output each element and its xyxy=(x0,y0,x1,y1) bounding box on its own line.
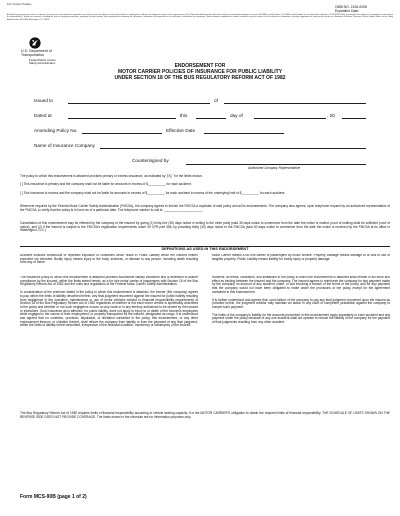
insurance-company-field[interactable] xyxy=(100,148,366,149)
amending-policy-label: Amending Policy No. xyxy=(34,128,78,133)
agency-department: U.S. Department of Transportation xyxy=(21,49,52,57)
body-right-paragraph-2: It is further understood and agreed that, upon failure of the company to pay any final judgment recovered upon the insured as provided herein, the judgment creditor may maintain an action in any court of competent jurisdiction against the company to compel such payment. xyxy=(212,297,390,309)
year-prefix: , 20 xyxy=(327,113,335,118)
day-field[interactable] xyxy=(196,118,226,119)
body-left-column xyxy=(20,276,198,328)
year-field[interactable] xyxy=(342,118,366,119)
body-right-paragraph-3: The limits of the company's liability for the amounts prescribed in this endorsement apply separately to each accident and any payment under the policy because of any one accident shall not operate to reduce the liability of the company for the payment of final judgments resulting from any other accident. xyxy=(212,312,390,325)
cancellation-text: Cancellation of this endorsement may be effected by the company or the insured by giving (1) thirty-five (35) days notice in writing to the other party (said 35 days notice to commence from the date the notice is mailed, proof of mailing shall be sufficient proof of notice), and (2) if the insured is subject to the FMCSA's registration requirements under 49 CFR part 365, by providing thirty (30) days notice to the FMCSA (said 30 days notice to commence from the date the notice is received by the FMCSA at its office in Washington, D.C.). xyxy=(20,221,390,233)
this-label: this xyxy=(180,113,188,118)
agency-block xyxy=(21,49,65,66)
effective-date-field[interactable] xyxy=(204,133,284,134)
of-label: of xyxy=(214,98,218,103)
amending-policy-field[interactable] xyxy=(82,133,162,134)
omb-number: OMB NO. 2126-0008 xyxy=(335,5,367,9)
excess-option[interactable]: [ ] This insurance is excess and the company shall not be liable for amounts in excess of $__________ for each accident in excess of the underlying limit of $__________ for each accident. xyxy=(20,191,286,195)
issued-to-label: Issued to xyxy=(34,98,54,103)
omb-block xyxy=(335,5,397,13)
dated-at-label: Dated at xyxy=(34,113,52,118)
definitions-right: Motor Carrier means a for-hire carrier of passengers by motor vehicle. Property Damage means damage to or loss of use of tangible property. Public Liability means liability for bodily injury or property damage. xyxy=(212,254,390,261)
dot-logo-icon xyxy=(29,36,41,48)
authorized-rep-label: Authorized Company Representative xyxy=(248,166,301,170)
form-id: Form MCS-90B (page 1 of 2) xyxy=(20,494,87,500)
heading-line-2: MOTOR CARRIER POLICIES OF INSURANCE FOR PUBLIC LIABILITY xyxy=(117,69,283,75)
month-field[interactable] xyxy=(254,118,326,119)
body-right-column xyxy=(212,276,390,325)
day-of-label: day of xyxy=(230,113,243,118)
insurance-company-label: Name of Insurance Company xyxy=(34,143,95,148)
endorsement-heading xyxy=(72,63,328,81)
filing-note: Whenever required by the Federal Motor Carrier Safety Administration (FMCSA), the company agrees to furnish the FMCSA a duplicate of said policy and all its endorsements. The company also agrees, upon telephone request by an authorized representative of the FMCSA, to verify that the policy is in force as of a particular date. The telephone number to call is: ______________________ xyxy=(20,204,390,212)
footer-note: The Bus Regulatory Reform Act of 1982 requires limits of financial responsibility according to vehicle seating capacity. It is the MOTOR CARRIER'S obligation to obtain the required limits of financial responsibility. THE SCHEDULE OF LIMITS SHOWN ON THE REVERSE SIDE DOES NOT PROVIDE COVERAGE. The limits shown in the schedule are for information purposes only. xyxy=(20,411,390,419)
form-number-heading: Form Number Heading xyxy=(7,3,32,6)
agency-administration: Federal Motor Carrier Safety Administration xyxy=(29,58,56,66)
of-field[interactable] xyxy=(224,103,366,104)
definitions-left: Accident includes continuous or repeated exposure to conditions which result in Public Liability which the insured neither expected nor intended. Bodily Injury means injury to the body, sickness, or disease to any person, including death resulting from any of these. xyxy=(20,254,198,265)
primary-option[interactable]: [ ] This insurance is primary and the company shall not be liable for amounts in excess of $__________ for each accident. xyxy=(20,182,192,186)
omb-expiration-label: Expiration Date: xyxy=(335,9,360,13)
body-left-paragraph-2: In consideration of the premium stated in the policy to which this endorsement is attached, the insurer (the company) agrees to pay, within the limits of liability described herein, any final judgment recovered against the insured for public liability resulting from negligence in the operation, maintenance or use of motor vehicles subject to financial responsibility requirements of Section 18 of the Bus Regulatory Reform Act of 1982 regardless of whether or not each motor vehicle is specifically described in the policy and whether or not such negligence occurs on any route or in any territory authorized to be served by the insured or elsewhere. Such insurance as is afforded, for public liability, does not apply to injury to or death of the insured's employees while engaged in the course of their employment, or property transported by the insured, designated as cargo. It is understood and agreed that no condition, provision, stipulation, or limitation contained in the policy, this endorsement, or any other endorsement thereon, or violation thereof, shall relieve the company from liability or from the payment of any final judgment, within the limits of liability herein described, irrespective of the financial condition, insolvency or bankruptcy of the insured. xyxy=(20,290,198,328)
burden-notice: A Federal agency may not conduct or sponsor, and a person is not required to respond to, nor shall a person be subject to a penalty for failure to comply with a collection of information subject to the requirements of the Paperwork Reduction Act unless that collection of information displays a current valid OMB Control Number. The OMB Control Number for this information collection is 2126-0008. Public reporting for this collection of information is estimated to be approximately 1 minute per response, including the time for reviewing instructions, gathering the data needed, and completing and reviewing the collection of information. All responses to this collection of information are mandatory. Send comments regarding this burden estimate or any other aspect of this collection of information, including suggestions for reducing this burden to: Information Collection Clearance Officer, Federal Motor Carrier Safety Administration, MC-RRA, Washington, D.C. 20590. xyxy=(7,14,393,21)
heading-line-1: ENDORSEMENT FOR xyxy=(174,63,226,69)
effective-date-label: Effective Date xyxy=(166,128,196,133)
dated-at-field[interactable] xyxy=(68,118,176,119)
issued-to-field[interactable] xyxy=(68,103,210,104)
heading-line-3: UNDER SECTION 18 OF THE BUS REGULATORY REFORM ACT OF 1982 xyxy=(114,75,286,81)
countersigned-label: Countersigned by xyxy=(132,158,169,163)
policy-applies-text: The policy to which this endorsement is attached provides primary or excess insurance, as indicated by "[X]," for the limits shown: xyxy=(20,174,203,178)
body-left-paragraph-1: The insurance policy to which this endorsement is attached provides automobile liability insurance and is amended to assure compliance by the insured, within the limits stated herein, as a for-hire motor carrier of passengers with Section 18 of the Bus Regulatory Reform Act of 1982 and the rules and regulations of the Federal Motor Carrier Safety Administration. xyxy=(20,276,198,287)
countersigned-field[interactable] xyxy=(186,164,366,165)
definitions-title: DEFINITIONS AS USED IN THIS ENDORSEMENT xyxy=(161,247,249,251)
body-right-paragraph-1: However, all terms, conditions, and limitations in the policy to which the endorsement is attached shall remain in full force and effect as binding between the insured and the company. The insured agrees to reimburse the company for any payment made by the company on account of any accident, claim, or suit involving a breach of the terms of the policy, and for any payment that the company would not have been obligated to make under the provisions of the policy except for the agreement contained in this endorsement. xyxy=(212,276,390,294)
